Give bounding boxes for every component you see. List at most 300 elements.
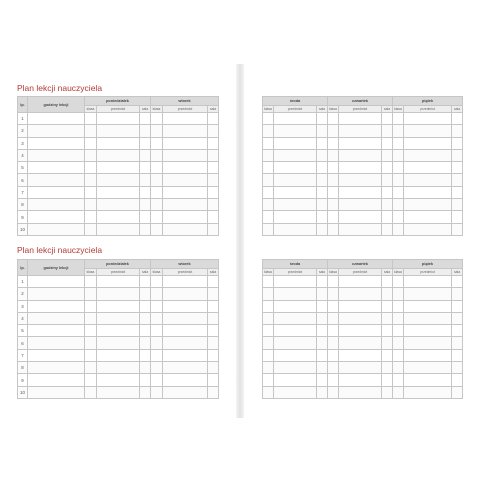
cell-subject[interactable]: [274, 325, 317, 337]
cell-subject[interactable]: [274, 186, 317, 198]
cell-room[interactable]: [382, 174, 393, 186]
cell-subject[interactable]: [404, 113, 452, 125]
cell-class[interactable]: [393, 276, 404, 288]
cell-room[interactable]: [140, 312, 151, 324]
cell-subject[interactable]: [163, 288, 208, 300]
cell-class[interactable]: [151, 374, 163, 386]
cell-subject[interactable]: [274, 337, 317, 349]
cell-subject[interactable]: [97, 325, 140, 337]
cell-room[interactable]: [208, 113, 219, 125]
cell-room[interactable]: [382, 362, 393, 374]
cell-room[interactable]: [140, 300, 151, 312]
cell-room[interactable]: [208, 300, 219, 312]
cell-subject[interactable]: [339, 223, 382, 235]
cell-class[interactable]: [263, 276, 274, 288]
cell-room[interactable]: [317, 199, 328, 211]
cell-class[interactable]: [85, 312, 97, 324]
cell-room[interactable]: [382, 113, 393, 125]
cell-class[interactable]: [85, 199, 97, 211]
cell-room[interactable]: [452, 325, 463, 337]
cell-class[interactable]: [85, 223, 97, 235]
cell-subject[interactable]: [339, 386, 382, 398]
cell-room[interactable]: [382, 162, 393, 174]
cell-subject[interactable]: [163, 211, 208, 223]
cell-class[interactable]: [151, 125, 163, 137]
cell-subject[interactable]: [274, 199, 317, 211]
cell-room[interactable]: [140, 162, 151, 174]
cell-room[interactable]: [140, 149, 151, 161]
cell-class[interactable]: [328, 362, 339, 374]
cell-hours[interactable]: [28, 211, 85, 223]
cell-class[interactable]: [263, 337, 274, 349]
cell-class[interactable]: [328, 137, 339, 149]
cell-subject[interactable]: [163, 137, 208, 149]
cell-room[interactable]: [140, 374, 151, 386]
cell-room[interactable]: [208, 288, 219, 300]
cell-subject[interactable]: [339, 162, 382, 174]
cell-subject[interactable]: [274, 386, 317, 398]
cell-subject[interactable]: [97, 149, 140, 161]
cell-room[interactable]: [140, 113, 151, 125]
cell-subject[interactable]: [163, 386, 208, 398]
cell-hours[interactable]: [28, 113, 85, 125]
cell-subject[interactable]: [339, 288, 382, 300]
cell-class[interactable]: [263, 113, 274, 125]
cell-room[interactable]: [140, 337, 151, 349]
cell-subject[interactable]: [163, 174, 208, 186]
cell-room[interactable]: [140, 211, 151, 223]
cell-class[interactable]: [263, 312, 274, 324]
cell-subject[interactable]: [163, 162, 208, 174]
cell-class[interactable]: [151, 386, 163, 398]
cell-room[interactable]: [452, 162, 463, 174]
cell-class[interactable]: [85, 125, 97, 137]
cell-room[interactable]: [317, 113, 328, 125]
cell-class[interactable]: [85, 362, 97, 374]
cell-class[interactable]: [85, 276, 97, 288]
cell-class[interactable]: [393, 186, 404, 198]
cell-room[interactable]: [140, 288, 151, 300]
cell-class[interactable]: [328, 374, 339, 386]
cell-class[interactable]: [151, 186, 163, 198]
cell-class[interactable]: [328, 276, 339, 288]
cell-room[interactable]: [452, 276, 463, 288]
cell-room[interactable]: [208, 125, 219, 137]
cell-subject[interactable]: [404, 137, 452, 149]
cell-subject[interactable]: [163, 300, 208, 312]
cell-subject[interactable]: [339, 374, 382, 386]
cell-room[interactable]: [208, 137, 219, 149]
cell-subject[interactable]: [163, 199, 208, 211]
cell-subject[interactable]: [404, 199, 452, 211]
cell-class[interactable]: [328, 149, 339, 161]
cell-subject[interactable]: [404, 125, 452, 137]
cell-subject[interactable]: [97, 211, 140, 223]
cell-subject[interactable]: [274, 162, 317, 174]
cell-subject[interactable]: [339, 113, 382, 125]
cell-class[interactable]: [263, 211, 274, 223]
cell-subject[interactable]: [339, 186, 382, 198]
cell-subject[interactable]: [163, 337, 208, 349]
cell-hours[interactable]: [28, 374, 85, 386]
cell-class[interactable]: [151, 349, 163, 361]
cell-subject[interactable]: [97, 125, 140, 137]
cell-room[interactable]: [317, 362, 328, 374]
cell-subject[interactable]: [339, 312, 382, 324]
cell-subject[interactable]: [274, 125, 317, 137]
cell-class[interactable]: [85, 300, 97, 312]
cell-class[interactable]: [393, 149, 404, 161]
cell-room[interactable]: [452, 337, 463, 349]
cell-class[interactable]: [151, 325, 163, 337]
cell-room[interactable]: [208, 386, 219, 398]
cell-class[interactable]: [328, 337, 339, 349]
cell-room[interactable]: [317, 325, 328, 337]
cell-room[interactable]: [382, 337, 393, 349]
cell-room[interactable]: [208, 211, 219, 223]
cell-class[interactable]: [328, 211, 339, 223]
cell-subject[interactable]: [97, 162, 140, 174]
cell-room[interactable]: [382, 288, 393, 300]
cell-subject[interactable]: [339, 300, 382, 312]
cell-class[interactable]: [393, 300, 404, 312]
cell-subject[interactable]: [97, 386, 140, 398]
cell-room[interactable]: [317, 300, 328, 312]
cell-class[interactable]: [328, 349, 339, 361]
cell-subject[interactable]: [404, 186, 452, 198]
cell-subject[interactable]: [97, 276, 140, 288]
cell-class[interactable]: [263, 223, 274, 235]
cell-room[interactable]: [452, 223, 463, 235]
cell-subject[interactable]: [97, 223, 140, 235]
cell-subject[interactable]: [274, 312, 317, 324]
cell-class[interactable]: [263, 386, 274, 398]
cell-class[interactable]: [393, 349, 404, 361]
cell-room[interactable]: [317, 337, 328, 349]
cell-hours[interactable]: [28, 223, 85, 235]
cell-room[interactable]: [208, 325, 219, 337]
cell-room[interactable]: [382, 349, 393, 361]
cell-subject[interactable]: [404, 300, 452, 312]
cell-class[interactable]: [85, 386, 97, 398]
cell-class[interactable]: [393, 125, 404, 137]
cell-class[interactable]: [151, 113, 163, 125]
cell-room[interactable]: [140, 199, 151, 211]
cell-subject[interactable]: [97, 300, 140, 312]
cell-room[interactable]: [317, 174, 328, 186]
cell-subject[interactable]: [97, 337, 140, 349]
cell-subject[interactable]: [274, 113, 317, 125]
cell-room[interactable]: [140, 223, 151, 235]
cell-class[interactable]: [263, 362, 274, 374]
cell-class[interactable]: [151, 149, 163, 161]
cell-class[interactable]: [151, 137, 163, 149]
cell-room[interactable]: [140, 125, 151, 137]
cell-subject[interactable]: [97, 362, 140, 374]
cell-room[interactable]: [452, 125, 463, 137]
cell-subject[interactable]: [97, 137, 140, 149]
cell-class[interactable]: [263, 125, 274, 137]
cell-room[interactable]: [382, 374, 393, 386]
cell-room[interactable]: [452, 211, 463, 223]
cell-class[interactable]: [263, 199, 274, 211]
cell-room[interactable]: [317, 349, 328, 361]
cell-subject[interactable]: [97, 374, 140, 386]
cell-subject[interactable]: [97, 288, 140, 300]
cell-subject[interactable]: [404, 374, 452, 386]
cell-subject[interactable]: [404, 312, 452, 324]
cell-room[interactable]: [140, 386, 151, 398]
cell-room[interactable]: [208, 174, 219, 186]
cell-subject[interactable]: [339, 325, 382, 337]
cell-subject[interactable]: [274, 149, 317, 161]
cell-room[interactable]: [317, 186, 328, 198]
cell-class[interactable]: [151, 162, 163, 174]
cell-room[interactable]: [452, 186, 463, 198]
cell-class[interactable]: [328, 186, 339, 198]
cell-room[interactable]: [208, 349, 219, 361]
cell-room[interactable]: [382, 199, 393, 211]
cell-hours[interactable]: [28, 149, 85, 161]
cell-class[interactable]: [393, 162, 404, 174]
cell-hours[interactable]: [28, 174, 85, 186]
cell-class[interactable]: [85, 113, 97, 125]
cell-subject[interactable]: [97, 113, 140, 125]
cell-subject[interactable]: [274, 223, 317, 235]
cell-class[interactable]: [151, 211, 163, 223]
cell-class[interactable]: [393, 325, 404, 337]
cell-class[interactable]: [151, 312, 163, 324]
cell-room[interactable]: [452, 137, 463, 149]
cell-subject[interactable]: [274, 349, 317, 361]
cell-subject[interactable]: [163, 276, 208, 288]
cell-room[interactable]: [208, 149, 219, 161]
cell-subject[interactable]: [274, 300, 317, 312]
cell-subject[interactable]: [404, 337, 452, 349]
cell-subject[interactable]: [274, 137, 317, 149]
cell-subject[interactable]: [404, 349, 452, 361]
cell-room[interactable]: [452, 288, 463, 300]
cell-subject[interactable]: [163, 362, 208, 374]
cell-class[interactable]: [393, 199, 404, 211]
cell-subject[interactable]: [163, 374, 208, 386]
cell-class[interactable]: [263, 162, 274, 174]
cell-subject[interactable]: [274, 276, 317, 288]
cell-room[interactable]: [208, 374, 219, 386]
cell-room[interactable]: [452, 149, 463, 161]
cell-room[interactable]: [208, 362, 219, 374]
cell-class[interactable]: [263, 149, 274, 161]
cell-class[interactable]: [393, 174, 404, 186]
cell-room[interactable]: [140, 349, 151, 361]
cell-class[interactable]: [328, 113, 339, 125]
cell-class[interactable]: [263, 186, 274, 198]
cell-room[interactable]: [208, 223, 219, 235]
cell-room[interactable]: [208, 337, 219, 349]
cell-hours[interactable]: [28, 137, 85, 149]
cell-class[interactable]: [393, 337, 404, 349]
cell-room[interactable]: [317, 276, 328, 288]
cell-class[interactable]: [393, 312, 404, 324]
cell-room[interactable]: [317, 288, 328, 300]
cell-room[interactable]: [208, 312, 219, 324]
cell-hours[interactable]: [28, 325, 85, 337]
cell-subject[interactable]: [404, 162, 452, 174]
cell-room[interactable]: [382, 211, 393, 223]
cell-subject[interactable]: [97, 186, 140, 198]
cell-subject[interactable]: [163, 186, 208, 198]
cell-subject[interactable]: [404, 223, 452, 235]
cell-class[interactable]: [328, 288, 339, 300]
cell-class[interactable]: [328, 223, 339, 235]
cell-room[interactable]: [382, 137, 393, 149]
cell-class[interactable]: [263, 288, 274, 300]
cell-class[interactable]: [85, 288, 97, 300]
cell-class[interactable]: [393, 137, 404, 149]
cell-room[interactable]: [317, 374, 328, 386]
cell-subject[interactable]: [404, 325, 452, 337]
cell-class[interactable]: [85, 186, 97, 198]
cell-class[interactable]: [263, 349, 274, 361]
cell-room[interactable]: [317, 162, 328, 174]
cell-room[interactable]: [382, 386, 393, 398]
cell-room[interactable]: [140, 362, 151, 374]
cell-hours[interactable]: [28, 276, 85, 288]
cell-room[interactable]: [382, 312, 393, 324]
cell-subject[interactable]: [97, 349, 140, 361]
cell-class[interactable]: [85, 162, 97, 174]
cell-class[interactable]: [393, 211, 404, 223]
cell-class[interactable]: [328, 199, 339, 211]
cell-hours[interactable]: [28, 362, 85, 374]
cell-class[interactable]: [151, 288, 163, 300]
cell-class[interactable]: [151, 362, 163, 374]
cell-room[interactable]: [452, 386, 463, 398]
cell-subject[interactable]: [274, 362, 317, 374]
cell-subject[interactable]: [339, 362, 382, 374]
cell-room[interactable]: [452, 312, 463, 324]
cell-subject[interactable]: [404, 362, 452, 374]
cell-subject[interactable]: [163, 325, 208, 337]
cell-subject[interactable]: [97, 199, 140, 211]
cell-room[interactable]: [140, 325, 151, 337]
cell-class[interactable]: [85, 337, 97, 349]
cell-subject[interactable]: [97, 174, 140, 186]
cell-class[interactable]: [328, 162, 339, 174]
cell-hours[interactable]: [28, 288, 85, 300]
cell-room[interactable]: [317, 137, 328, 149]
cell-subject[interactable]: [339, 149, 382, 161]
cell-hours[interactable]: [28, 386, 85, 398]
cell-subject[interactable]: [404, 276, 452, 288]
cell-class[interactable]: [85, 137, 97, 149]
cell-subject[interactable]: [404, 288, 452, 300]
cell-subject[interactable]: [163, 349, 208, 361]
cell-class[interactable]: [328, 300, 339, 312]
cell-class[interactable]: [85, 174, 97, 186]
cell-subject[interactable]: [339, 337, 382, 349]
cell-room[interactable]: [140, 186, 151, 198]
cell-room[interactable]: [208, 186, 219, 198]
cell-room[interactable]: [317, 125, 328, 137]
cell-class[interactable]: [328, 174, 339, 186]
cell-hours[interactable]: [28, 337, 85, 349]
cell-class[interactable]: [85, 149, 97, 161]
cell-class[interactable]: [393, 374, 404, 386]
cell-class[interactable]: [151, 174, 163, 186]
cell-subject[interactable]: [339, 349, 382, 361]
cell-class[interactable]: [263, 325, 274, 337]
cell-room[interactable]: [140, 174, 151, 186]
cell-hours[interactable]: [28, 162, 85, 174]
cell-class[interactable]: [328, 386, 339, 398]
cell-subject[interactable]: [339, 211, 382, 223]
cell-room[interactable]: [452, 199, 463, 211]
cell-class[interactable]: [85, 374, 97, 386]
cell-room[interactable]: [452, 374, 463, 386]
cell-subject[interactable]: [97, 312, 140, 324]
cell-room[interactable]: [382, 223, 393, 235]
cell-class[interactable]: [85, 325, 97, 337]
cell-room[interactable]: [208, 162, 219, 174]
cell-room[interactable]: [208, 276, 219, 288]
cell-subject[interactable]: [274, 374, 317, 386]
cell-class[interactable]: [328, 312, 339, 324]
cell-class[interactable]: [393, 386, 404, 398]
cell-class[interactable]: [151, 276, 163, 288]
cell-subject[interactable]: [274, 288, 317, 300]
cell-hours[interactable]: [28, 312, 85, 324]
cell-subject[interactable]: [404, 149, 452, 161]
cell-class[interactable]: [393, 113, 404, 125]
cell-subject[interactable]: [339, 174, 382, 186]
cell-class[interactable]: [151, 223, 163, 235]
cell-subject[interactable]: [339, 137, 382, 149]
cell-subject[interactable]: [404, 211, 452, 223]
cell-hours[interactable]: [28, 300, 85, 312]
cell-room[interactable]: [452, 362, 463, 374]
cell-subject[interactable]: [274, 211, 317, 223]
cell-class[interactable]: [263, 374, 274, 386]
cell-class[interactable]: [393, 223, 404, 235]
cell-subject[interactable]: [163, 312, 208, 324]
cell-class[interactable]: [393, 362, 404, 374]
cell-subject[interactable]: [339, 199, 382, 211]
cell-room[interactable]: [382, 276, 393, 288]
cell-room[interactable]: [317, 312, 328, 324]
cell-room[interactable]: [382, 325, 393, 337]
cell-subject[interactable]: [163, 149, 208, 161]
cell-room[interactable]: [382, 125, 393, 137]
cell-room[interactable]: [452, 349, 463, 361]
cell-room[interactable]: [317, 211, 328, 223]
cell-class[interactable]: [263, 137, 274, 149]
cell-room[interactable]: [382, 186, 393, 198]
cell-subject[interactable]: [274, 174, 317, 186]
cell-room[interactable]: [382, 149, 393, 161]
cell-room[interactable]: [452, 174, 463, 186]
cell-room[interactable]: [317, 223, 328, 235]
cell-subject[interactable]: [163, 125, 208, 137]
cell-room[interactable]: [140, 276, 151, 288]
cell-subject[interactable]: [339, 276, 382, 288]
cell-hours[interactable]: [28, 125, 85, 137]
cell-class[interactable]: [151, 337, 163, 349]
cell-class[interactable]: [263, 300, 274, 312]
cell-room[interactable]: [452, 113, 463, 125]
cell-room[interactable]: [208, 199, 219, 211]
cell-subject[interactable]: [163, 113, 208, 125]
